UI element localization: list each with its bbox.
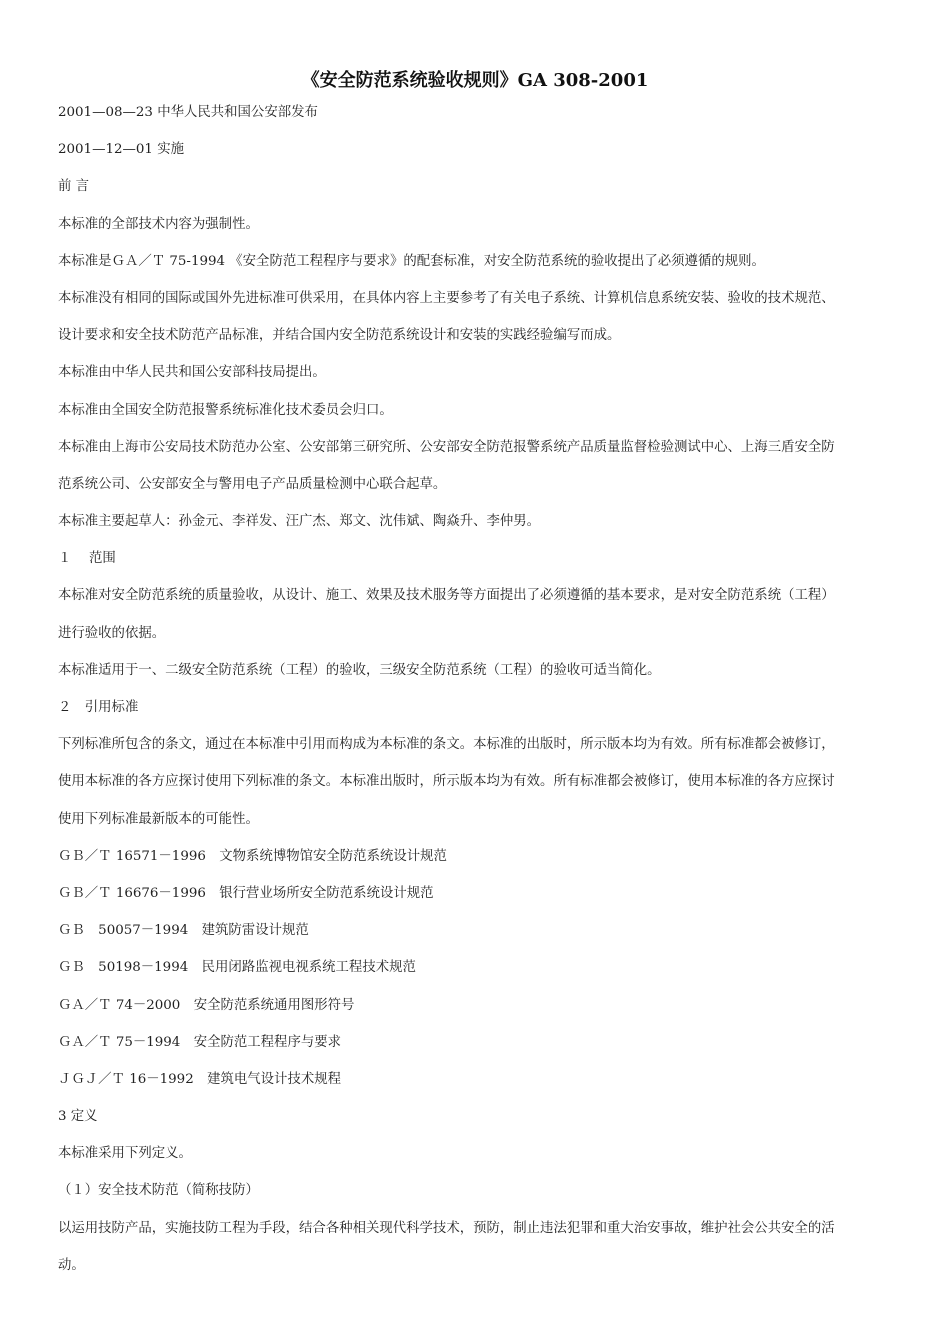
paragraph-line: 进行验收的依据。	[58, 625, 166, 641]
section-heading-references: ２ 引用标准	[58, 700, 139, 715]
section-heading-definitions: 3 定义	[58, 1109, 98, 1125]
foreword-heading: 前 言	[58, 179, 90, 195]
paragraph-line: 范系统公司、公安部安全与警用电子产品质量检测中心联合起草。	[58, 476, 447, 492]
paragraph-line: 本标准由中华人民共和国公安部科技局提出。	[58, 365, 326, 381]
reference-standard: ＧＢ 50057－1994 建筑防雷设计规范	[58, 923, 309, 939]
paragraph-line: 使用下列标准最新版本的可能性。	[58, 811, 259, 827]
reference-standard: ＧＢ／Ｔ 16676－1996 银行营业场所安全防范系统设计规范	[58, 885, 434, 901]
paragraph-line: 本标准适用于一、二级安全防范系统（工程）的验收，三级安全防范系统（工程）的验收可适当简化。	[58, 662, 661, 678]
paragraph-line: 本标准是ＧＡ／Ｔ 75-1994 《安全防范工程程序与要求》的配套标准，对安全防范系统的验收提出了必须遵循的规则。	[58, 253, 765, 269]
paragraph-line: 本标准的全部技术内容为强制性。	[58, 216, 259, 232]
reference-standard: ＧＢ／Ｔ 16571－1996 文物系统博物馆安全防范系统设计规范	[58, 848, 447, 864]
reference-standard: ＧＡ／Ｔ 75－1994 安全防范工程程序与要求	[58, 1034, 342, 1050]
paragraph-line: 以运用技防产品，实施技防工程为手段，结合各种相关现代科学技术，预防，制止违法犯罪和重大治安事故，维护社会公共安全的活	[58, 1220, 835, 1236]
reference-standard: ＧＢ 50198－1994 民用闭路监视电视系统工程技术规范	[58, 960, 416, 976]
reference-standard: ＪＧＪ／Ｔ 16－1992 建筑电气设计技术规程	[58, 1071, 342, 1087]
paragraph-line: 本标准主要起草人：孙金元、李祥发、汪广杰、郑文、沈伟斌、陶焱升、李仲男。	[58, 514, 541, 530]
paragraph-line: 本标准没有相同的国际或国外先进标准可供采用，在具体内容上主要参考了有关电子系统、计算机信息系统安装、验收的技术规范、	[58, 290, 835, 306]
paragraph-line: 本标准对安全防范系统的质量验收，从设计、施工、效果及技术服务等方面提出了必须遵循的基本要求，是对安全防范系统（工程）	[58, 588, 835, 604]
definition-term: （１）安全技术防范（简称技防）	[58, 1183, 259, 1199]
paragraph-line: 下列标准所包含的条文，通过在本标准中引用而构成为本标准的条文。本标准的出版时，所示版本均为有效。所有标准都会被修订，	[58, 737, 835, 753]
section-heading-scope: １ 范围	[58, 551, 116, 567]
paragraph-line: 使用本标准的各方应探讨使用下列标准的条文。本标准出版时，所示版本均为有效。所有标准都会被修订，使用本标准的各方应探讨	[58, 774, 835, 790]
document-title: 《安全防范系统验收规则》GA 308-2001	[301, 70, 649, 91]
reference-standard: ＧＡ／Ｔ 74－2000 安全防范系统通用图形符号	[58, 997, 355, 1013]
paragraph-line: 动。	[58, 1257, 85, 1273]
paragraph-line: 本标准由上海市公安局技术防范办公室、公安部第三研究所、公安部安全防范报警系统产品质量监督检验测试中心、上海三盾安全防	[58, 439, 835, 455]
document-body	[58, 94, 894, 1284]
paragraph-line: 本标准采用下列定义。	[58, 1146, 192, 1162]
effective-date-line: 2001—12—01 实施	[58, 142, 184, 158]
paragraph-line: 本标准由全国安全防范报警系统标准化技术委员会归口。	[58, 402, 393, 418]
paragraph-line: 设计要求和安全技术防范产品标准，并结合国内安全防范系统设计和安装的实践经验编写而成。	[58, 328, 621, 344]
publish-date-line: 2001—08—23 中华人民共和国公安部发布	[58, 105, 318, 120]
